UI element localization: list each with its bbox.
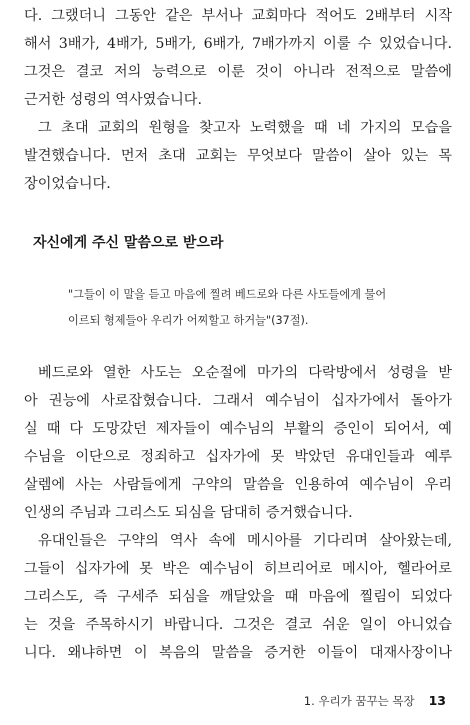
text-line: 인생의 주님과 그리스도 되심을 담대히 증거했습니다. xyxy=(24,505,353,521)
text-line: 아 권능에 사로잡혔습니다. 그래서 예수님이 십자가에서 돌아가 xyxy=(24,393,452,409)
text-line: 그것은 결코 저의 능력으로 이룬 것이 아니라 전적으로 말씀에 xyxy=(24,64,452,80)
text-line: 근거한 성령의 역사였습니다. xyxy=(24,92,202,108)
text-line: 그들이 십자가에 못 박은 예수님이 히브리어로 메시아, 헬라어로 xyxy=(24,561,452,577)
text-line: 발견했습니다. 먼저 초대 교회는 무엇보다 말씀이 살아 있는 목 xyxy=(24,148,452,164)
section-heading: 자신에게 주신 말씀으로 받으라 xyxy=(33,235,224,251)
page-number: 13 xyxy=(428,693,446,708)
text-line: 베드로와 열한 사도는 오순절에 마가의 다락방에서 성령을 받 xyxy=(38,365,452,381)
page-footer xyxy=(304,693,446,709)
text-line: 장이었습니다. xyxy=(24,176,111,192)
text-line: 는 것을 주목하시기 바랍니다. 그것은 결코 쉬운 일이 아니었습 xyxy=(24,617,452,633)
text-line: 다. 그랬더니 그동안 같은 부서나 교회마다 적어도 2배부터 시작 xyxy=(24,8,452,24)
text-line: 유대인들은 구약의 역사 속에 메시아를 기다리며 살아왔는데, xyxy=(38,533,452,549)
text-line: 그 초대 교회의 원형을 찾고자 노력했을 때 네 가지의 모습을 xyxy=(38,120,452,136)
paragraph-early-church xyxy=(24,114,452,198)
paragraph-jews xyxy=(24,527,452,667)
text-line: 살렘에 사는 사람들에게 구약의 말씀을 인용하여 예수님이 우리 xyxy=(24,477,452,493)
text-line: 그리스도, 즉 구세주 되심을 깨달았을 때 마음에 찔림이 되었다 xyxy=(24,589,452,605)
paragraph-continuation xyxy=(24,2,452,114)
text-line: 실 때 다 도망갔던 제자들이 예수님의 부활의 증인이 되어서, 예 xyxy=(24,421,452,437)
paragraph-peter xyxy=(24,359,452,527)
scripture-quote xyxy=(68,282,428,334)
text-line: 수님을 이단으로 정죄하고 십자가에 못 박았던 유대인들과 예루 xyxy=(24,449,452,465)
chapter-title: 1. 우리가 꿈꾸는 목장 xyxy=(303,694,415,708)
quote-line: 이르되 형제들아 우리가 어찌할고 하거늘"(37절). xyxy=(68,314,309,327)
quote-line: "그들이 이 말을 듣고 마음에 찔려 베드로와 다른 사도들에게 물어 xyxy=(68,288,387,301)
text-line: 니다. 왜냐하면 이 복음의 말씀을 증거한 이들이 대재사장이나 xyxy=(24,645,452,661)
text-line: 해서 3배가, 4배가, 5배가, 6배가, 7배가까지 이룰 수 있었습니다. xyxy=(24,36,452,52)
